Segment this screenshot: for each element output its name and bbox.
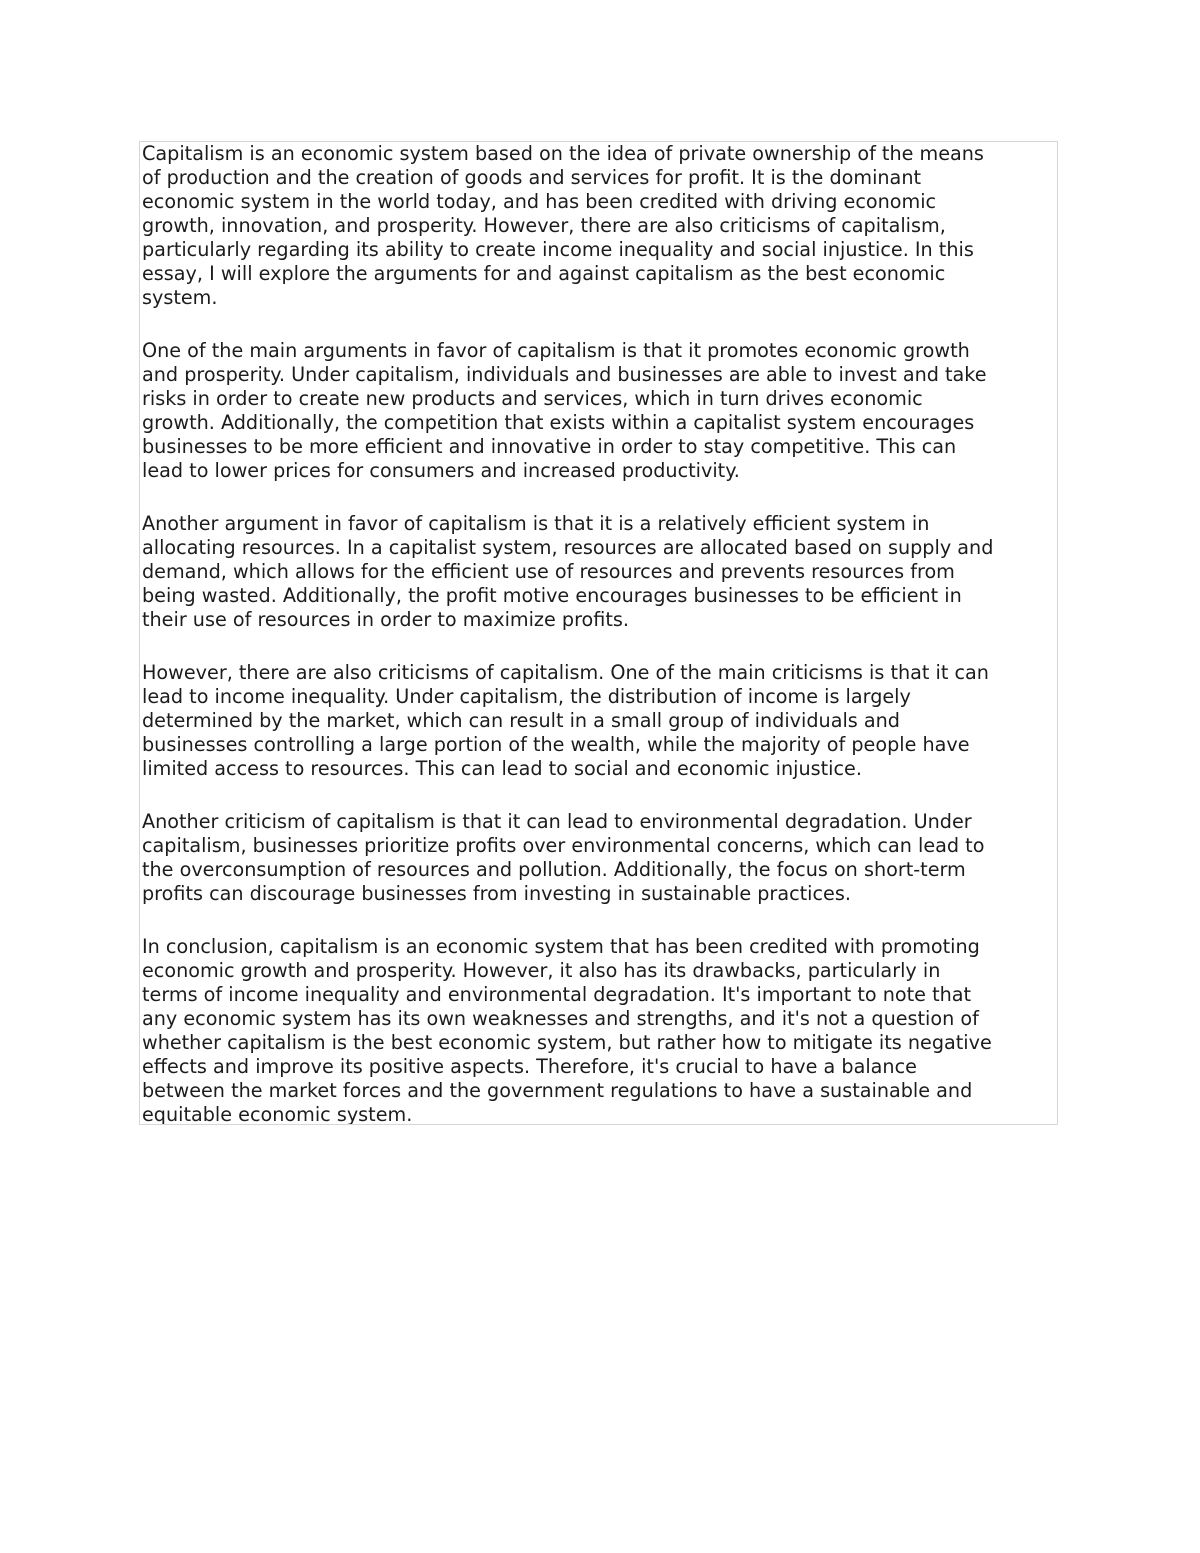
paragraph-income-inequality: However, there are also criticisms of capitalism. One of the main criticisms is that it can lead to income inequality. Under capitalism, the distribution of income is largely determined by the market, which can result in a small group of individuals and businesses controlling a large portion of the wealth, while the majority of people have limited access to resources. This can lead to social and economic injustice. [142, 661, 989, 780]
paragraph-environmental-degradation: Another criticism of capitalism is that it can lead to environmental degradation. Under capitalism, businesses prioritize profits over environmental concerns, which can lead to the overconsumption of resources and pollution. Additionally, the focus on short-term profits can discourage businesses from investing in sustainable practices. [142, 810, 985, 905]
paragraph-economic-growth: One of the main arguments in favor of capitalism is that it promotes economic growth and prosperity. Under capitalism, individuals and businesses are able to invest and take risks in order to create new products and services, which in turn drives economic growth. Additionally, the competition that exists within a capitalist system encourages businesses to be more efficient and innovative in order to stay competitive. This can lead to lower prices for consumers and increased productivity. [142, 339, 987, 482]
paragraph-introduction: Capitalism is an economic system based on the idea of private ownership of the means of production and the creation of goods and services for profit. It is the dominant economic system in the world today, and has been credited with driving economic growth, innovation, and prosperity. However, there are also criticisms of capitalism, particularly regarding its ability to create income inequality and social injustice. In this essay, I will explore the arguments for and against capitalism as the best economic system. [142, 142, 984, 309]
paragraph-conclusion: In conclusion, capitalism is an economic system that has been credited with promoting economic growth and prosperity. However, it also has its drawbacks, particularly in terms of income inequality and environmental degradation. It's important to note that any economic system has its own weaknesses and strengths, and it's not a question of whether capitalism is the best economic system, but rather how to mitigate its negative effects and improve its positive aspects. Therefore, it's crucial to have a balance between the market forces and the government regulations to have a sustainable and equitable economic system. [142, 935, 992, 1125]
essay-text-frame [139, 141, 1058, 1125]
paragraph-resource-allocation: Another argument in favor of capitalism is that it is a relatively efficient system in allocating resources. In a capitalist system, resources are allocated based on supply and demand, which allows for the efficient use of resources and prevents resources from being wasted. Additionally, the profit motive encourages businesses to be efficient in their use of resources in order to maximize profits. [142, 512, 994, 631]
